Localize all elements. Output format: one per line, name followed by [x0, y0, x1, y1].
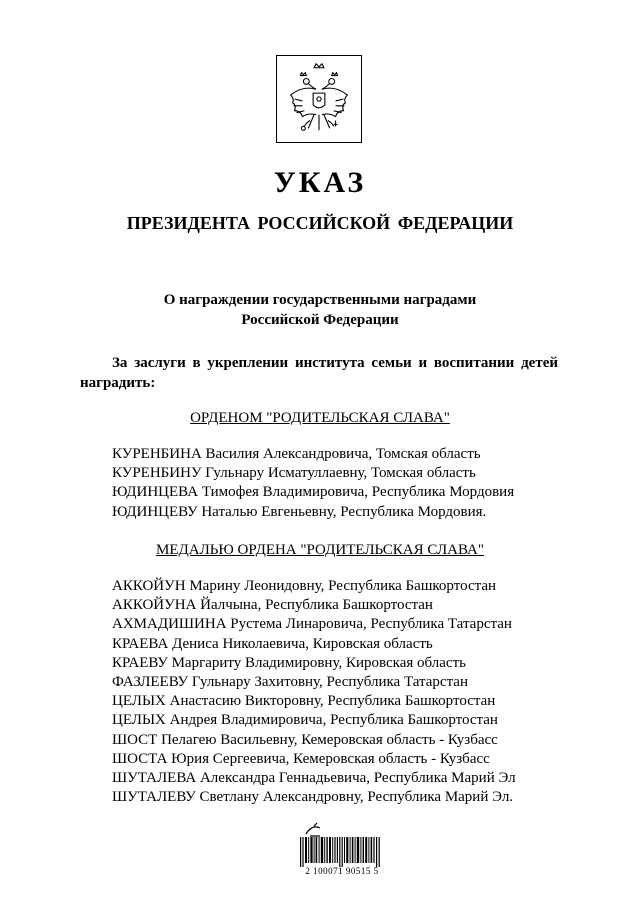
emblem-frame	[276, 55, 362, 143]
double-headed-eagle-emblem-icon	[277, 56, 361, 142]
medal-recipients-list	[112, 577, 516, 807]
medal-recipient: АККОЙУНА Йалчына, Республика Башкортостан	[112, 597, 433, 614]
barcode-block	[296, 822, 386, 882]
decree-subject	[100, 290, 540, 330]
medal-recipient: КРАЕВУ Маргариту Владимировну, Кировская область	[112, 654, 466, 671]
order-recipient: ЮДИНЦЕВА Тимофея Владимировича, Республика Мордовия	[112, 484, 515, 501]
order-recipients-list	[112, 445, 514, 522]
medal-recipient: КРАЕВА Дениса Николаевича, Кировская область	[112, 635, 433, 652]
order-recipient: КУРЕНБИНУ Гульнару Исматуллаевну, Томская область	[112, 465, 476, 482]
decree-subject-line-1: О награждении государственными наградами	[163, 292, 477, 308]
barcode-number: 2 100071 90515 5	[305, 866, 379, 876]
decree-preamble: За заслуги в укреплении института семьи и воспитании детей наградить:	[80, 355, 558, 391]
printer-mark-icon	[304, 822, 324, 838]
document-title: УКАЗ	[273, 166, 367, 199]
order-recipient: ЮДИНЦЕВУ Наталью Евгеньевну, Республика Мордовия.	[112, 503, 487, 520]
barcode	[300, 837, 380, 867]
medal-recipient: АХМАДИШИНА Рустема Линаровича, Республика Татарстан	[112, 616, 512, 633]
medal-recipient: ЦЕЛЫХ Андрея Владимировича, Республика Башкортостан	[112, 712, 498, 729]
medal-recipient: ШУТАЛЕВУ Светлану Александровну, Республика Марий Эл.	[112, 789, 514, 806]
medal-recipient: ШУТАЛЕВА Александра Геннадьевича, Республика Марий Эл	[112, 770, 516, 787]
medal-recipient: АККОЙУН Марину Леонидовну, Республика Башкортостан	[112, 578, 497, 594]
decree-subject-line-2: Российской Федерации	[241, 312, 399, 328]
document-subtitle: ПРЕЗИДЕНТА РОССИЙСКОЙ ФЕДЕРАЦИИ	[126, 213, 514, 233]
order-section-heading: ОРДЕНОМ "РОДИТЕЛЬСКАЯ СЛАВА"	[190, 410, 450, 426]
medal-recipient: ШОСТА Юрия Сергеевича, Кемеровская область - Кузбасс	[112, 750, 490, 767]
medal-recipient: ШОСТ Пелагею Васильевну, Кемеровская область - Кузбасс	[112, 731, 498, 748]
order-recipient: КУРЕНБИНА Василия Александровича, Томская область	[112, 446, 481, 462]
medal-recipient: ЦЕЛЫХ Анастасию Викторовну, Республика Башкортостан	[112, 693, 496, 710]
medal-recipient: ФАЗЛЕЕВУ Гульнару Захитовну, Республика Татарстан	[112, 674, 468, 691]
medal-section-heading: МЕДАЛЬЮ ОРДЕНА "РОДИТЕЛЬСКАЯ СЛАВА"	[156, 542, 484, 558]
